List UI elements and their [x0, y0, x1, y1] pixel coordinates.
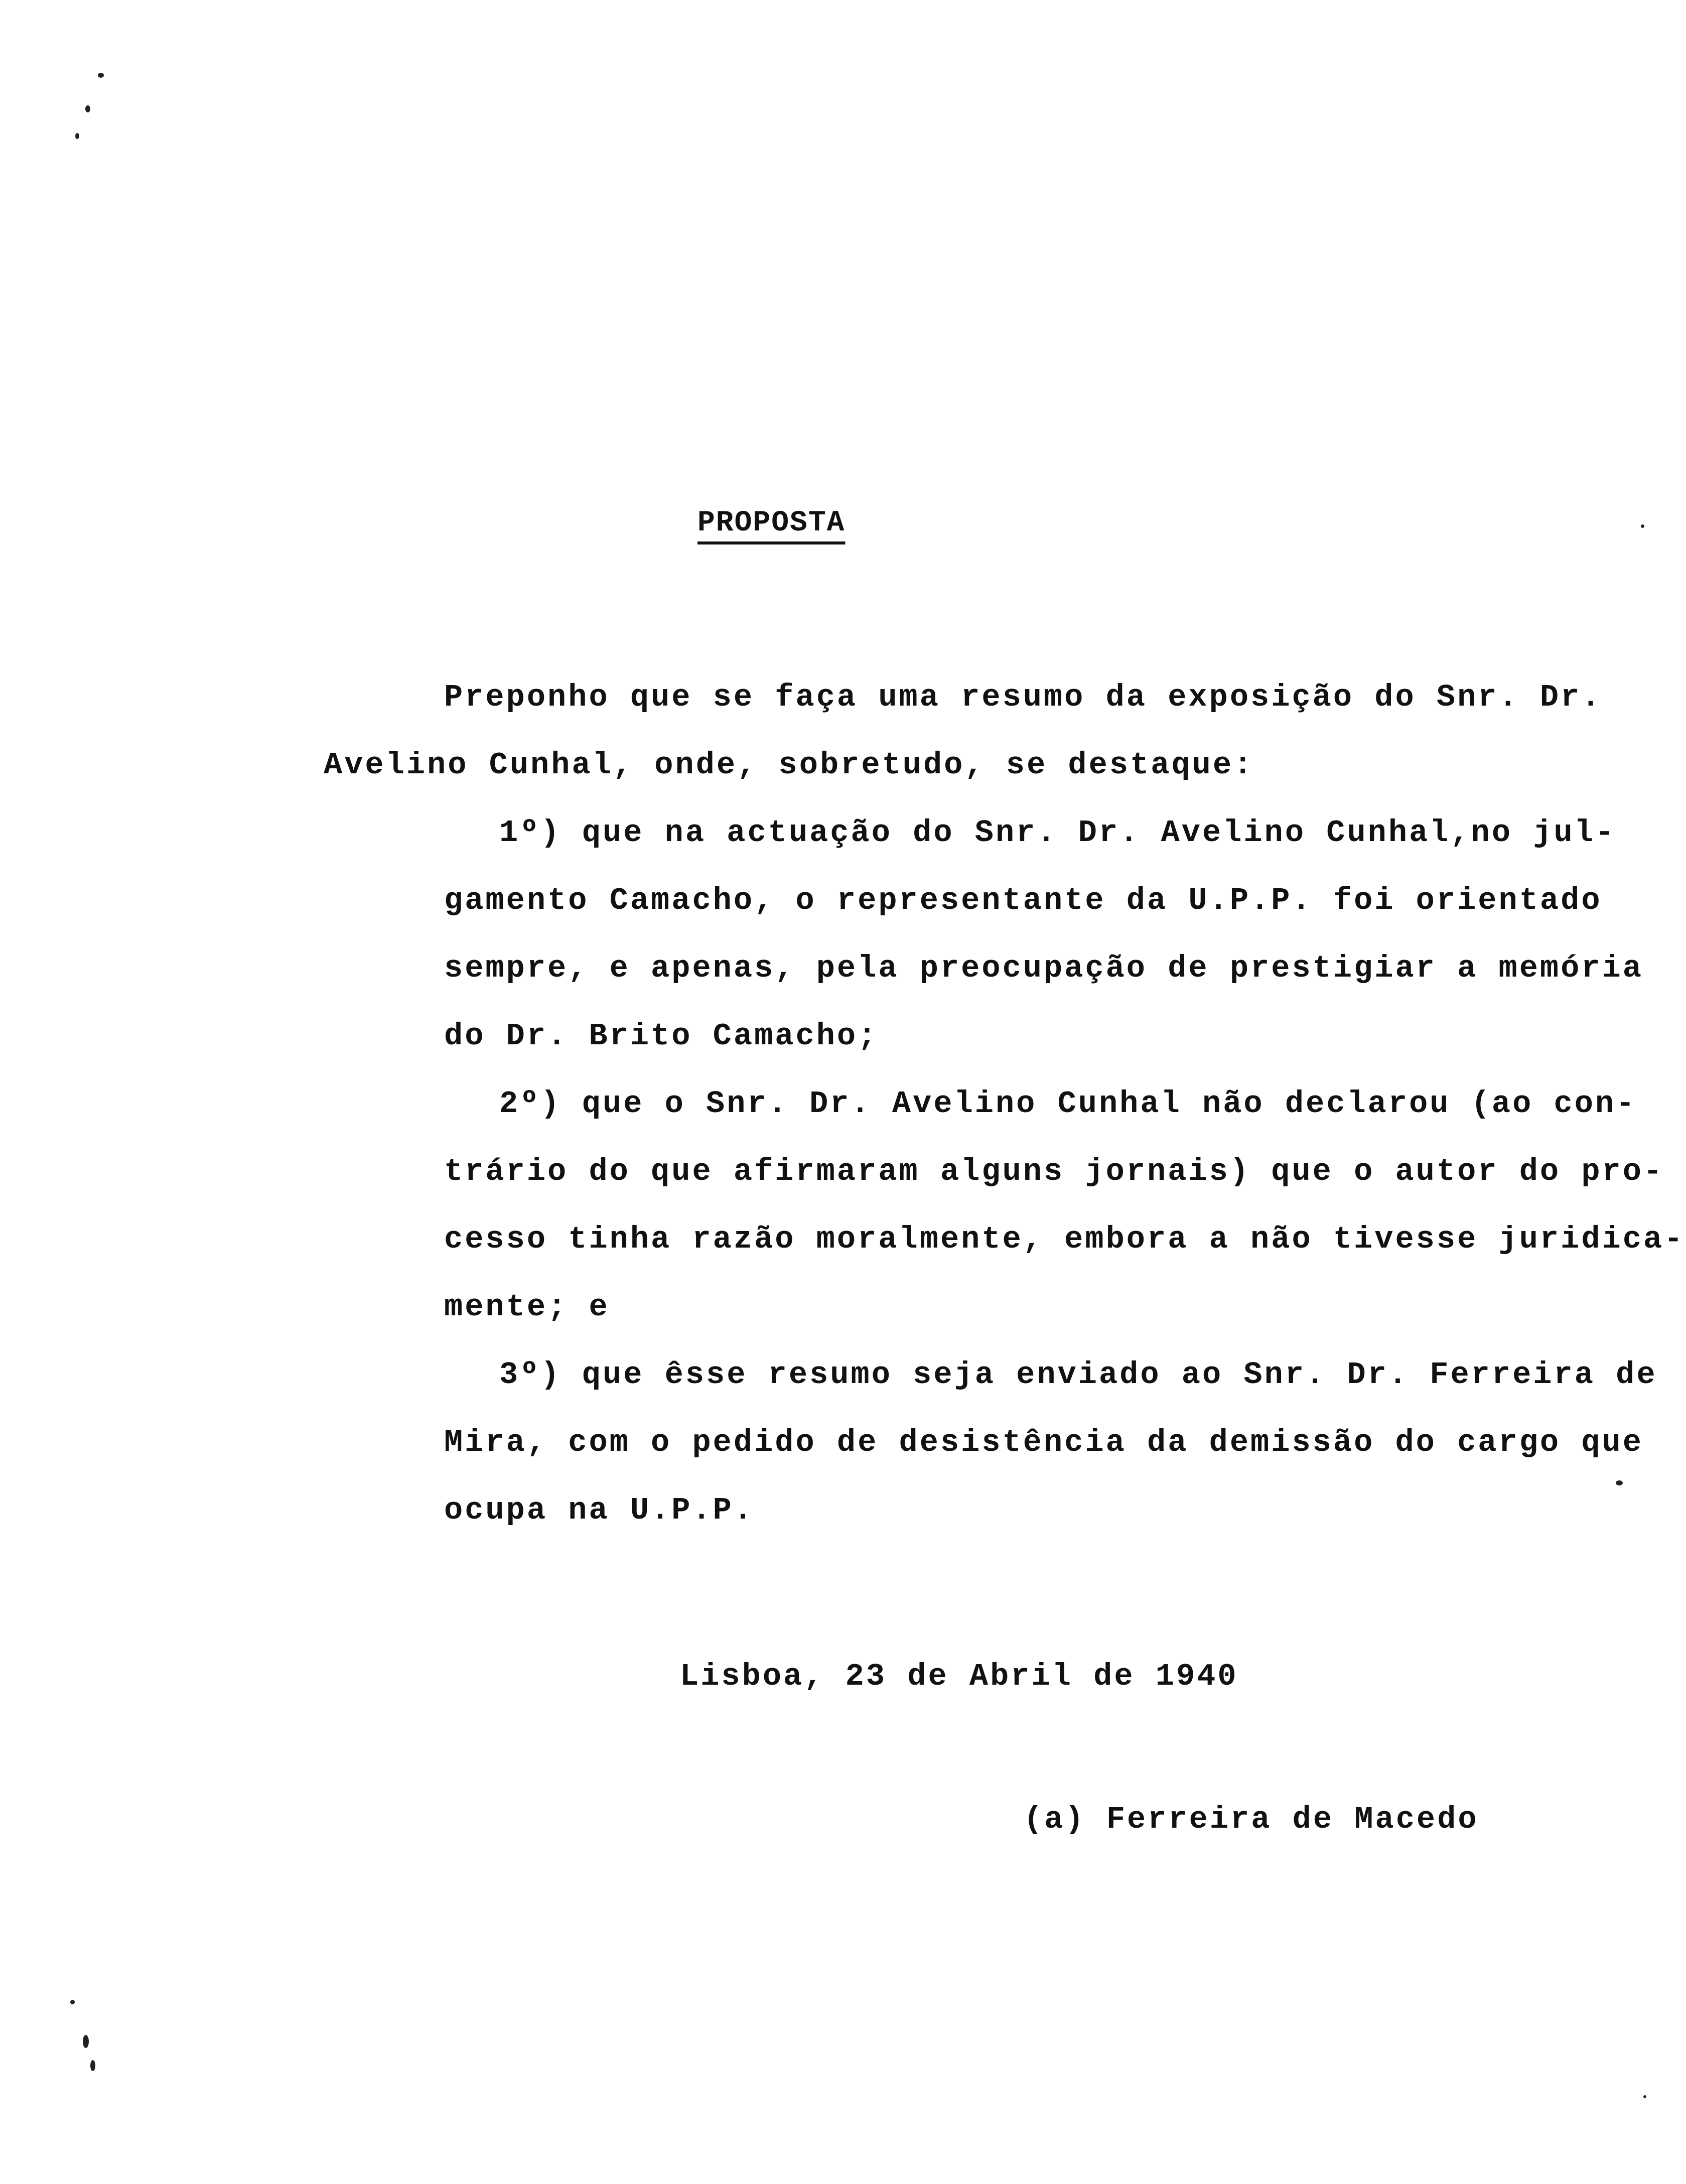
- scan-speck: [90, 2060, 95, 2071]
- body-line: do Dr. Brito Camacho;: [444, 1018, 879, 1054]
- scan-speck: [1643, 2095, 1646, 2098]
- body-line: cesso tinha razão moralmente, embora a não tivesse juridica-: [444, 1221, 1685, 1257]
- body-line: 1º) que na actuação do Snr. Dr. Avelino Cunhal,no jul-: [499, 815, 1616, 851]
- body-line: sempre, e apenas, pela preocupação de prestigiar a memória: [444, 950, 1643, 986]
- body-line: ocupa na U.P.P.: [444, 1492, 755, 1528]
- scan-speck: [83, 2035, 89, 2048]
- document-title: PROPOSTA: [697, 507, 846, 539]
- scan-speck: [1641, 524, 1644, 528]
- signature: (a) Ferreira de Macedo: [1024, 1802, 1479, 1837]
- body-line: 3º) que êsse resumo seja enviado ao Snr. Dr. Ferreira de: [499, 1357, 1657, 1393]
- scan-speck: [1616, 1480, 1623, 1485]
- scan-speck: [70, 2000, 75, 2004]
- body-line: Mira, com o pedido de desistência da demissão do cargo que: [444, 1425, 1643, 1460]
- body-line: gamento Camacho, o representante da U.P.P. foi orientado: [444, 883, 1602, 918]
- scan-speck: [98, 73, 104, 78]
- place-date: Lisboa, 23 de Abril de 1940: [680, 1659, 1238, 1694]
- body-line: mente; e: [444, 1289, 610, 1325]
- body-line: Preponho que se faça uma resumo da exposição do Snr. Dr.: [444, 679, 1602, 715]
- body-line: 2º) que o Snr. Dr. Avelino Cunhal não declarou (ao con-: [499, 1086, 1637, 1122]
- body-line: trário do que afirmaram alguns jornais) que o autor do pro-: [444, 1154, 1664, 1189]
- body-line: Avelino Cunhal, onde, sobretudo, se destaque:: [324, 747, 1254, 783]
- scan-speck: [85, 105, 90, 112]
- scan-speck: [75, 133, 79, 139]
